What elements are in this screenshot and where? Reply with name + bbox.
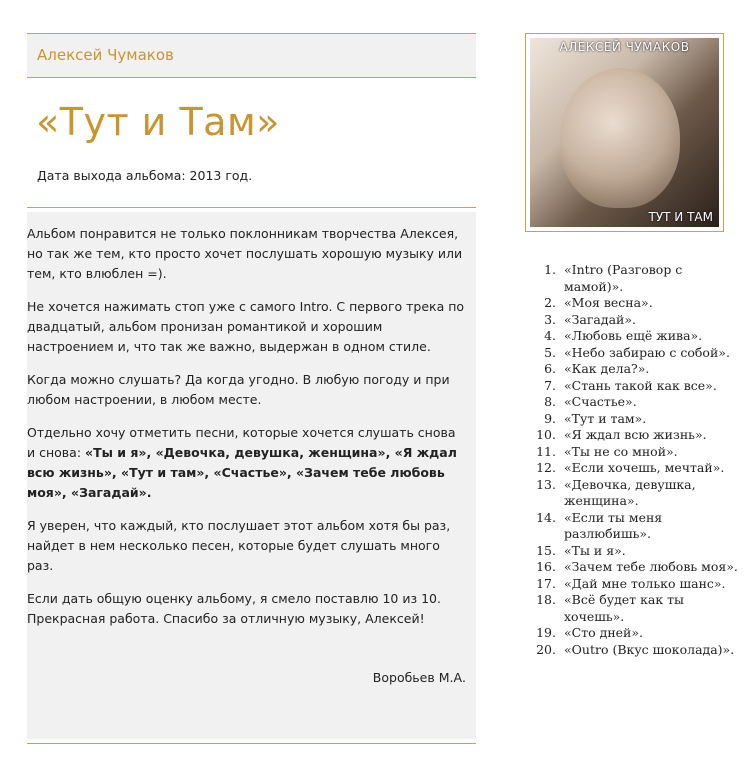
track-item bbox=[528, 592, 743, 625]
track-title: «Моя весна». bbox=[564, 295, 653, 310]
track-number: 13. bbox=[536, 476, 556, 492]
track-number: 14. bbox=[536, 509, 556, 525]
track-item bbox=[528, 394, 743, 411]
track-item bbox=[528, 312, 743, 329]
track-item bbox=[528, 642, 743, 659]
track-title: «Intro (Разговор с мамой)». bbox=[564, 262, 683, 294]
track-title: «Дай мне только шанс». bbox=[564, 575, 726, 591]
track-number: 15. bbox=[536, 542, 556, 558]
review-paragraph: Если дать общую оценку альбому, я смело поставлю 10 из 10. Прекрасная работа. Спасибо за отличную музыку, Алексей! bbox=[27, 591, 441, 626]
track-item bbox=[528, 576, 743, 593]
track-title: «Любовь ещё жива». bbox=[564, 328, 703, 343]
track-title: «Небо забираю с собой». bbox=[564, 344, 730, 360]
track-number: 18. bbox=[536, 592, 556, 607]
track-item bbox=[528, 559, 743, 576]
track-number: 17. bbox=[536, 575, 556, 591]
artist-header bbox=[27, 33, 476, 78]
track-item bbox=[528, 378, 743, 395]
track-item bbox=[528, 328, 743, 345]
cover-artist-text: АЛЕКСЕЙ ЧУМАКОВ bbox=[559, 40, 690, 54]
track-title: «Счастье». bbox=[564, 394, 637, 409]
track-number: 3. bbox=[544, 311, 556, 327]
track-number: 9. bbox=[544, 410, 556, 426]
track-item bbox=[528, 345, 743, 362]
track-item bbox=[528, 477, 743, 510]
track-list bbox=[528, 262, 743, 658]
track-item bbox=[528, 460, 743, 477]
track-title: «Загадай». bbox=[564, 311, 636, 327]
track-number: 10. bbox=[536, 427, 556, 442]
track-number: 12. bbox=[536, 460, 556, 475]
track-item bbox=[528, 262, 743, 295]
review-paragraph: Не хочется нажимать стоп уже с самого Intro. С первого трека по двадцатый, альбом пронизан романтикой и хорошим настроением и, что так же важно, выдержан в одном стиле. bbox=[27, 299, 465, 354]
track-title: «Тут и там». bbox=[564, 410, 647, 426]
track-title: «Стань такой как все». bbox=[564, 377, 717, 393]
track-title: «Всё будет как ты хочешь». bbox=[564, 592, 684, 624]
track-title: «Как дела?». bbox=[564, 361, 650, 376]
track-item bbox=[528, 295, 743, 312]
track-item bbox=[528, 411, 743, 428]
cover-album-text: ТУТ И ТАМ bbox=[648, 210, 713, 224]
track-title: «Ты и я». bbox=[564, 542, 626, 558]
track-number: 5. bbox=[544, 344, 556, 360]
track-number: 8. bbox=[544, 394, 556, 409]
divider bbox=[27, 743, 476, 744]
cover-image bbox=[530, 38, 719, 227]
track-number: 6. bbox=[544, 361, 556, 376]
track-number: 7. bbox=[544, 377, 556, 393]
track-item bbox=[528, 427, 743, 444]
review-text: Отдельно хочу отметить песни, которые хочется слушать снова и снова: bbox=[27, 425, 456, 460]
track-item bbox=[528, 625, 743, 642]
track-title: «Ты не со мной». bbox=[564, 443, 678, 459]
track-item bbox=[528, 543, 743, 560]
track-title: «Если хочешь, мечтай». bbox=[564, 460, 725, 475]
track-title: «Если ты меня разлюбишь». bbox=[564, 509, 663, 541]
review-paragraph: Я уверен, что каждый, кто послушает этот альбом хотя бы раз, найдет в нем несколько песен, которые будет слушать много раз. bbox=[27, 518, 451, 573]
track-title: «Outro (Вкус шоколада)». bbox=[564, 641, 735, 657]
track-number: 19. bbox=[536, 625, 556, 640]
review-paragraph: Альбом понравится не только поклонникам творчества Алексея, но так же тем, кто просто хочет послушать хорошую музыку или тем, кто влюблен =). bbox=[27, 226, 463, 281]
track-item bbox=[528, 444, 743, 461]
track-title: «Сто дней». bbox=[564, 625, 644, 640]
track-title: «Девочка, девушка, женщина». bbox=[564, 476, 696, 508]
track-number: 11. bbox=[536, 443, 556, 459]
track-number: 1. bbox=[544, 262, 556, 277]
album-title: «Тут и Там» bbox=[36, 100, 280, 144]
track-number: 4. bbox=[544, 328, 556, 343]
track-item bbox=[528, 510, 743, 543]
track-title: «Зачем тебе любовь моя». bbox=[564, 559, 738, 574]
track-number: 20. bbox=[536, 641, 556, 657]
review-paragraph: Когда можно слушать? Да когда угодно. В любую погоду и при любом настроении, в любом месте. bbox=[27, 372, 450, 407]
review-panel bbox=[27, 212, 476, 739]
track-number: 16. bbox=[536, 559, 556, 574]
album-cover bbox=[525, 33, 724, 232]
favorite-songs: «Ты и я», «Девочка, девушка, женщина», «Я ждал всю жизнь», «Тут и там», «Счастье», «Зачем тебе любовь моя», «Загадай». bbox=[27, 445, 457, 500]
divider bbox=[27, 207, 476, 208]
review-signature: Воробьев М.А. bbox=[372, 670, 466, 685]
track-title: «Я ждал всю жизнь». bbox=[564, 427, 707, 442]
review-paragraph bbox=[27, 423, 466, 503]
track-number: 2. bbox=[544, 295, 556, 310]
artist-portrait bbox=[560, 68, 680, 208]
track-item bbox=[528, 361, 743, 378]
artist-name: Алексей Чумаков bbox=[37, 46, 174, 64]
release-date: Дата выхода альбома: 2013 год. bbox=[37, 168, 253, 183]
